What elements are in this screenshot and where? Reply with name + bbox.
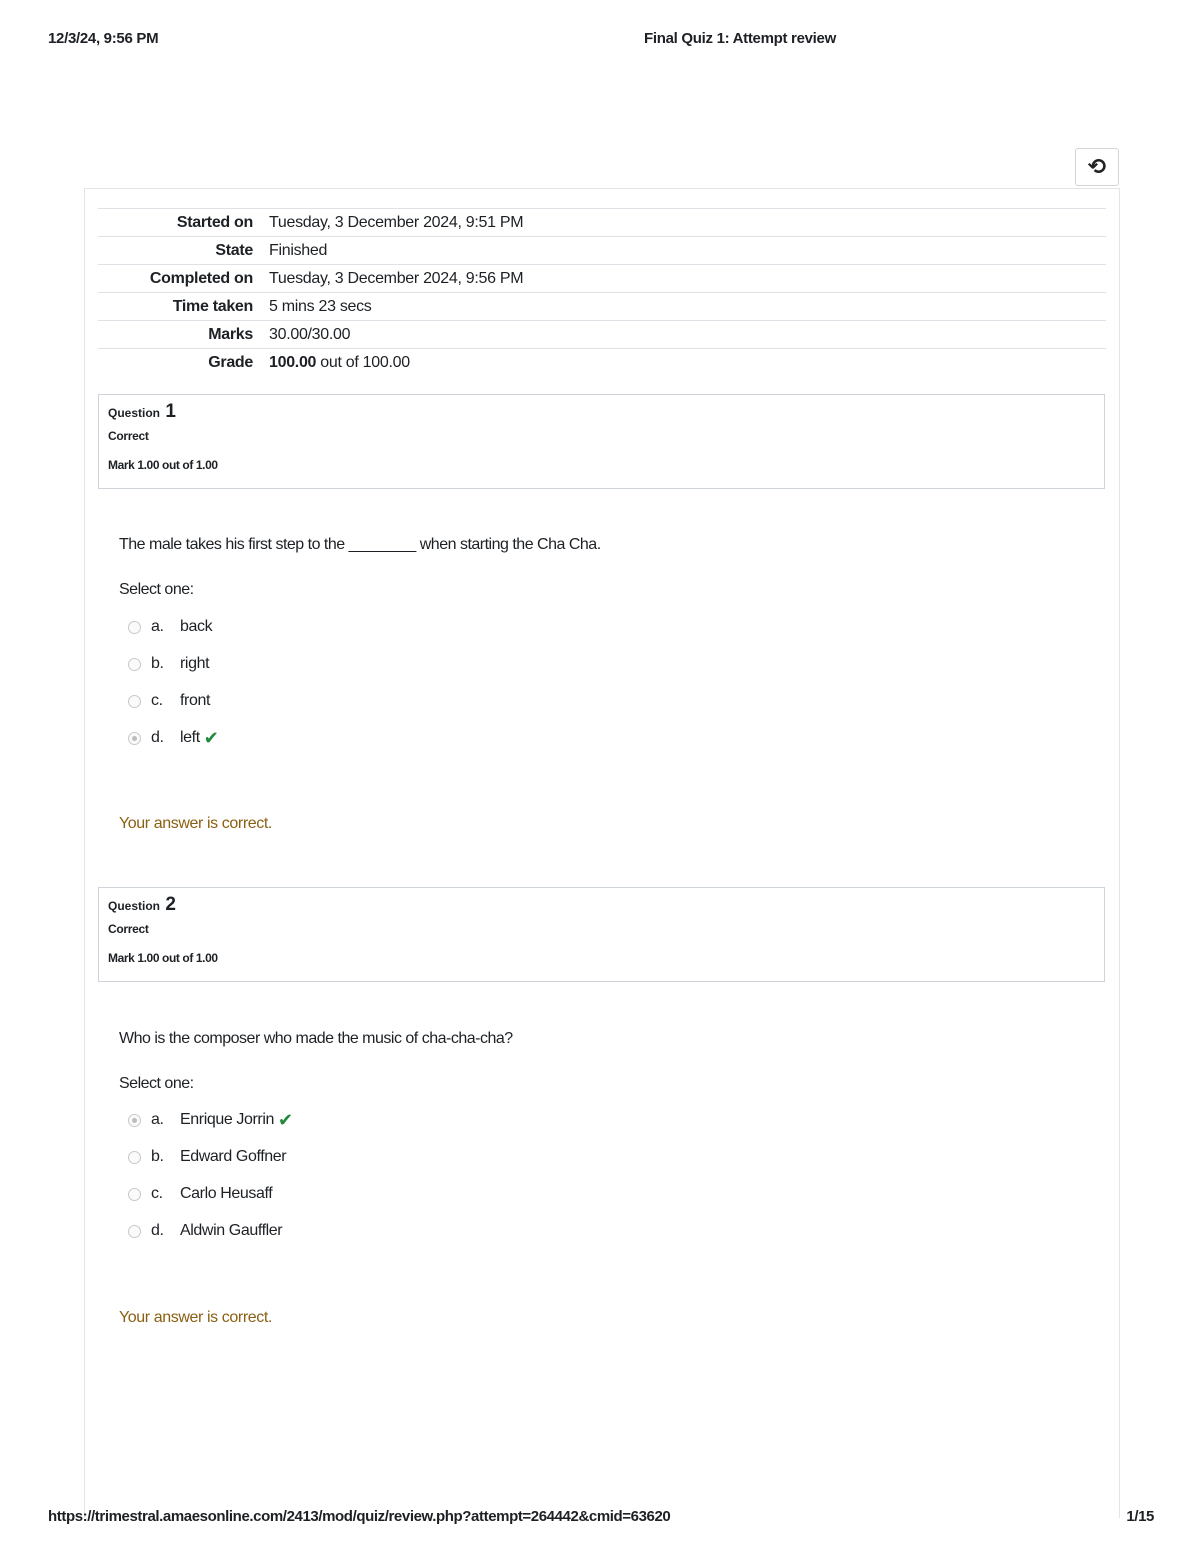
page-url: https://trimestral.amaesonline.com/2413/mod/quiz/review.php?attempt=264442&cmid=63620 <box>48 1508 671 1525</box>
summary-row <box>98 265 1106 293</box>
answer-option[interactable] <box>128 1219 282 1243</box>
option-text: Edward Goffner <box>180 1148 287 1165</box>
question-number <box>108 401 1095 423</box>
answer-feedback: Your answer is correct. <box>119 815 272 832</box>
summary-row <box>98 237 1106 265</box>
print-footer <box>48 1508 1154 1528</box>
summary-value <box>269 349 1106 377</box>
question-state: Correct <box>108 429 149 443</box>
answer-option[interactable] <box>128 615 212 639</box>
question-mark: Mark 1.00 out of 1.00 <box>108 458 218 472</box>
option-letter: d. <box>151 1222 164 1239</box>
summary-value: Tuesday, 3 December 2024, 9:56 PM <box>269 265 1106 293</box>
summary-value: Tuesday, 3 December 2024, 9:51 PM <box>269 209 1106 237</box>
summary-row <box>98 293 1106 321</box>
radio-button[interactable] <box>128 695 141 708</box>
question-info-box <box>98 394 1105 489</box>
summary-row <box>98 349 1106 377</box>
answer-option-selected[interactable] <box>128 1108 293 1132</box>
question-number-value: 2 <box>165 894 176 915</box>
question-number <box>108 894 1095 916</box>
attempt-summary-table <box>98 208 1106 376</box>
question-mark: Mark 1.00 out of 1.00 <box>108 951 218 965</box>
option-letter: a. <box>151 618 164 635</box>
history-icon: ⟲ <box>1087 154 1107 179</box>
print-header <box>48 30 1152 50</box>
select-one-prompt: Select one: <box>119 1075 194 1092</box>
answer-option[interactable] <box>128 1182 272 1206</box>
summary-value: Finished <box>269 237 1106 265</box>
summary-value: 30.00/30.00 <box>269 321 1106 349</box>
print-datetime: 12/3/24, 9:56 PM <box>48 30 159 47</box>
option-letter: d. <box>151 729 164 746</box>
summary-label: Marks <box>98 321 269 349</box>
question-text: The male takes his first step to the ________ when starting the Cha Cha. <box>119 536 601 553</box>
print-page-title: Final Quiz 1: Attempt review <box>644 30 836 47</box>
radio-button[interactable] <box>128 1188 141 1201</box>
option-text: back <box>180 618 213 635</box>
option-letter: c. <box>151 1185 163 1202</box>
question-number-value: 1 <box>165 401 176 422</box>
option-letter: c. <box>151 692 163 709</box>
question-text: Who is the composer who made the music of cha-cha-cha? <box>119 1030 513 1047</box>
option-letter: b. <box>151 1148 164 1165</box>
option-text: right <box>180 655 210 672</box>
radio-button[interactable] <box>128 621 141 634</box>
summary-label: Started on <box>98 209 269 237</box>
option-text: front <box>180 692 211 709</box>
summary-label: Time taken <box>98 293 269 321</box>
summary-label: Completed on <box>98 265 269 293</box>
option-text: Carlo Heusaff <box>180 1185 273 1202</box>
answer-option[interactable] <box>128 689 210 713</box>
summary-label: State <box>98 237 269 265</box>
option-letter: b. <box>151 655 164 672</box>
summary-label: Grade <box>98 349 269 377</box>
radio-button[interactable] <box>128 1225 141 1238</box>
radio-button-checked[interactable] <box>128 1114 141 1127</box>
radio-button[interactable] <box>128 1151 141 1164</box>
grade-value: 100.00 <box>269 353 317 371</box>
summary-value: 5 mins 23 secs <box>269 293 1106 321</box>
history-button[interactable] <box>1075 148 1119 186</box>
option-text: left <box>180 729 200 746</box>
option-text: Enrique Jorrin <box>180 1111 275 1128</box>
answer-option[interactable] <box>128 1145 286 1169</box>
option-letter: a. <box>151 1111 164 1128</box>
grade-out-of: out of 100.00 <box>316 353 410 371</box>
question-state: Correct <box>108 922 149 936</box>
question-info-box <box>98 887 1105 982</box>
check-icon: ✔ <box>203 727 219 748</box>
radio-button-checked[interactable] <box>128 732 141 745</box>
summary-row <box>98 209 1106 237</box>
page-number: 1/15 <box>1126 1508 1154 1525</box>
answer-option-selected[interactable] <box>128 726 218 750</box>
check-icon: ✔ <box>278 1109 293 1130</box>
radio-button[interactable] <box>128 658 141 671</box>
answer-option[interactable] <box>128 652 209 676</box>
answer-feedback: Your answer is correct. <box>119 1309 272 1326</box>
option-text: Aldwin Gauffler <box>180 1222 283 1239</box>
summary-row <box>98 321 1106 349</box>
question-label: Question <box>108 406 161 420</box>
question-label: Question <box>108 899 161 913</box>
select-one-prompt: Select one: <box>119 581 194 598</box>
